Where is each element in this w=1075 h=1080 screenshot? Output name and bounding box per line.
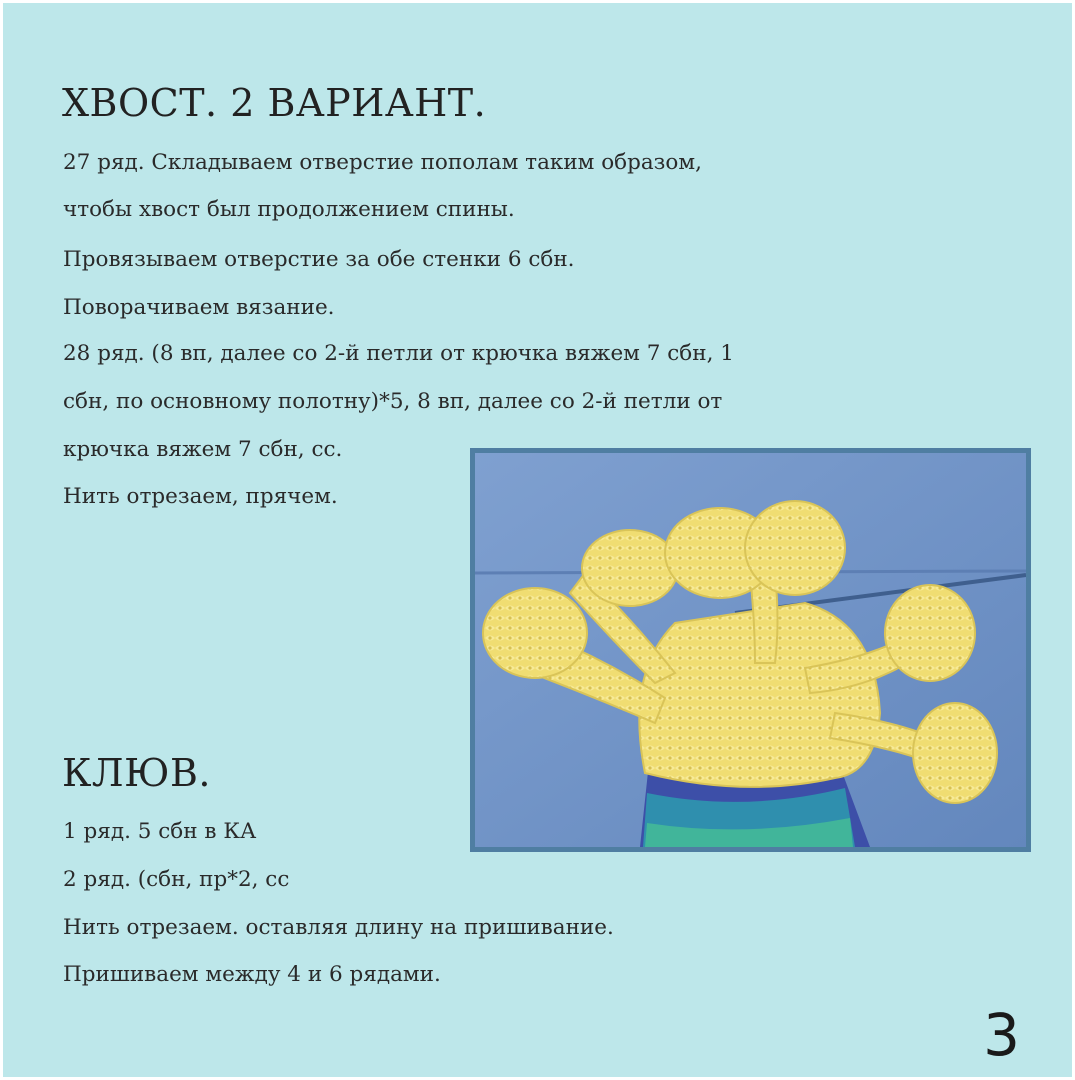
tail-line-2: чтобы хвост был продолжением спины. [63,197,515,222]
beak-line-2: 2 ряд. (сбн, пр*2, сс [63,867,290,892]
beak-line-1: 1 ряд. 5 сбн в КА [63,819,257,844]
tail-line-4: Поворачиваем вязание. [63,295,335,320]
tail-line-7: крючка вяжем 7 сбн, сс. [63,437,343,462]
tail-line-8: Нить отрезаем, прячем. [63,484,338,509]
instruction-page [3,3,1072,1077]
tail-line-6: сбн, по основному полотну)*5, 8 вп, далее со 2-й петли от [63,389,723,414]
crochet-tail-illustration [475,453,1026,847]
beak-line-3: Нить отрезаем. оставляя длину на пришивание. [63,915,614,940]
tail-line-5: 28 ряд. (8 вп, далее со 2-й петли от крючка вяжем 7 сбн, 1 [63,341,734,366]
beak-heading: КЛЮВ. [62,751,211,795]
tail-line-1: 27 ряд. Складываем отверстие пополам таким образом, [63,150,702,175]
beak-line-4: Пришиваем между 4 и 6 рядами. [63,962,441,987]
tail-line-3: Провязываем отверстие за обе стенки 6 сбн. [63,247,575,272]
tail-heading: ХВОСТ. 2 ВАРИАНТ. [62,81,487,125]
crochet-tail-photo [470,448,1031,852]
page-number: 3 [983,1001,1020,1069]
